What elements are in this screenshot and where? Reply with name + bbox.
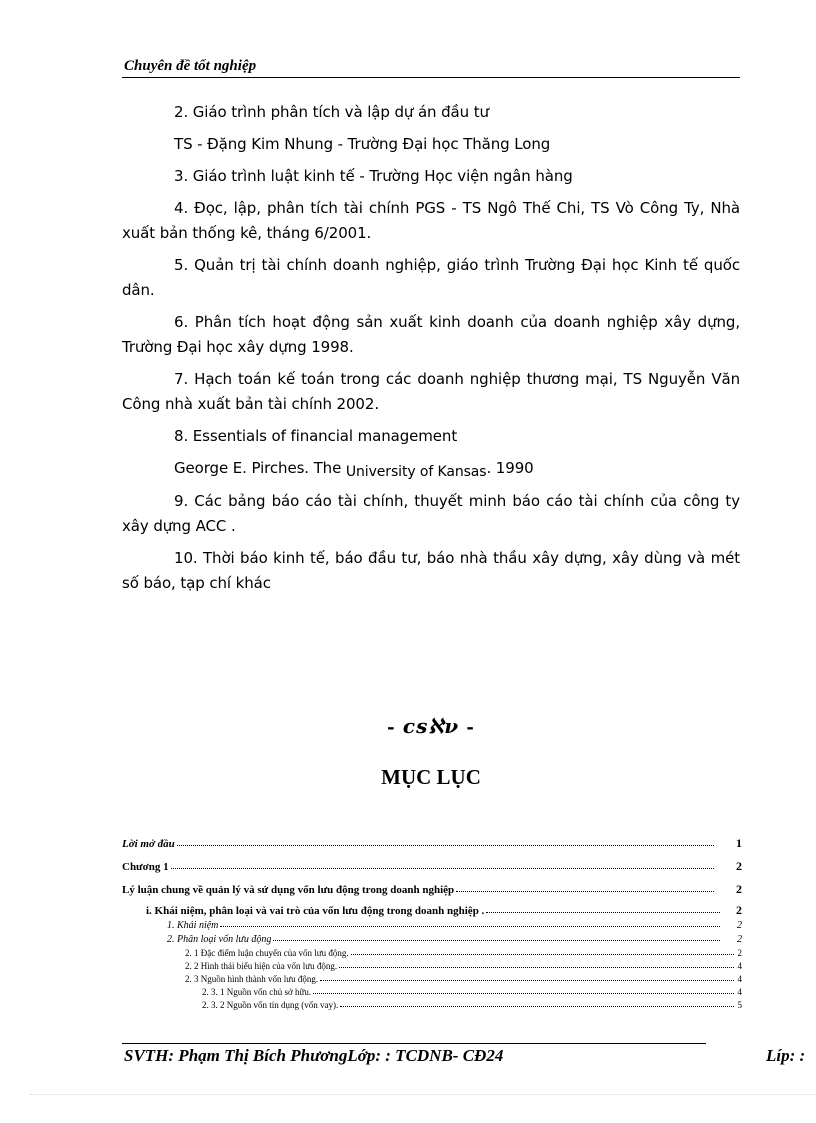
toc-entry[interactable] [122,855,742,878]
toc-entry-text: 2. Phân loại vốn lưu động [167,934,272,945]
toc-entry-text: Lời mở đầu [122,838,175,850]
toc-entry-page: 4 [737,974,742,984]
reference-item: 6. Phân tích hoạt động sản xuất kinh doanh của doanh nghiệp xây dựng, Trường Đại học xây dựng 1998. [122,313,740,356]
toc-entry-text: 2. 2 Hình thái biểu hiện của vốn lưu động. [185,961,338,971]
footer-student-info: SVTH: Phạm Thị Bích PhươngLớp: : TCDNB- CĐ24 [124,1046,504,1065]
toc-entry-page: 2 [737,948,742,958]
toc-leader [351,948,734,955]
toc-entry[interactable] [122,878,742,901]
toc-entry[interactable] [122,999,742,1012]
toc-title: MỤC LỤC [381,765,481,789]
header-rule [122,77,740,78]
header-title: Chuyên đề tốt nghiệp [124,58,257,74]
toc-entry-text: 2. 3. 2 Nguồn vốn tín dụng (vốn vay). [202,1000,339,1010]
reference-publisher: University of Kansas [345,464,487,480]
toc-leader [320,974,734,981]
reference-item: 10. Thời báo kinh tế, báo đầu tư, báo nhà thầu xây dựng, xây dùng và mét số báo, tạp chí khác [122,549,740,592]
toc-leader [273,934,720,942]
toc-entry-page: 1 [736,836,742,850]
toc-entry-text: 2. 3. 1 Nguồn vốn chủ sở hữu. [202,987,312,997]
reference-list [122,100,740,603]
toc-leader [171,861,714,869]
toc-leader [339,961,734,968]
ornament-dash-left: - [387,717,403,738]
toc-entry-page: 2 [736,903,742,917]
reference-item: 8. Essentials of financial management [174,427,458,445]
toc-entry-page: 2 [737,934,742,945]
toc-entry[interactable] [122,933,742,947]
reference-year: . 1990 [486,459,534,477]
toc-leader [220,920,720,928]
ornament-dash-right: - [459,717,475,738]
toc-entry-text: Chương 1 [122,861,169,873]
reference-item: 5. Quản trị tài chính doanh nghiệp, giáo trình Trường Đại học Kinh tế quốc dân. [122,256,740,299]
toc-entry[interactable] [122,832,742,855]
toc-entry-page: 2 [736,859,742,873]
toc-entry[interactable] [122,960,742,973]
toc-entry[interactable] [122,986,742,999]
toc-entry-text: 2. 1 Đặc điểm luận chuyển của vốn lưu động. [185,948,349,958]
reference-author: George E. Pirches. The [174,459,346,477]
footer-class-label: Líp: : [766,1046,806,1065]
toc-leader [486,905,720,913]
page-bottom-border [30,1094,816,1095]
toc-entry[interactable] [122,919,742,933]
reference-item [122,456,740,482]
table-of-contents [122,832,742,1012]
reference-item: 4. Đọc, lập, phân tích tài chính PGS - TS Ngô Thế Chi, TS Vò Công Ty, Nhà xuất bản thống kê, tháng 6/2001. [122,199,740,242]
toc-entry-page: 5 [737,1000,742,1010]
toc-entry-text: Lý luận chung về quản lý và sử dụng vốn lưu động trong doanh nghiệp [122,884,455,896]
footer-rule [122,1043,706,1044]
reference-item: 2. Giáo trình phân tích và lập dự án đầu tư [174,103,489,121]
toc-entry-page: 4 [737,961,742,971]
toc-entry[interactable] [122,901,742,919]
toc-entry[interactable] [122,973,742,986]
toc-entry-page: 2 [737,920,742,931]
ornament-glyph: csℵν [402,714,460,738]
toc-entry-text: 1. Khái niệm [167,920,219,931]
toc-entry-page: 4 [737,987,742,997]
toc-entry[interactable] [122,947,742,960]
toc-leader [313,987,734,994]
reference-item: 9. Các bảng báo cáo tài chính, thuyết minh báo cáo tài chính của công ty xây dựng ACC . [122,492,740,535]
toc-entry-text: i. Khái niệm, phân loại và vai trò của vốn lưu động trong doanh nghiệp . [146,905,485,917]
toc-entry-page: 2 [736,882,742,896]
toc-leader [340,1000,734,1007]
reference-item: 7. Hạch toán kế toán trong các doanh nghiệp thương mại, TS Nguyễn Văn Công nhà xuất bản tài chính 2002. [122,370,740,413]
toc-leader [456,884,714,892]
reference-item: 3. Giáo trình luật kinh tế - Trường Học viện ngân hàng [174,167,573,185]
toc-leader [177,838,714,846]
section-ornament [0,714,816,738]
toc-entry-text: 2. 3 Nguồn hình thành vốn lưu động. [185,974,319,984]
reference-item: TS - Đặng Kim Nhung - Trường Đại học Thăng Long [174,135,551,153]
